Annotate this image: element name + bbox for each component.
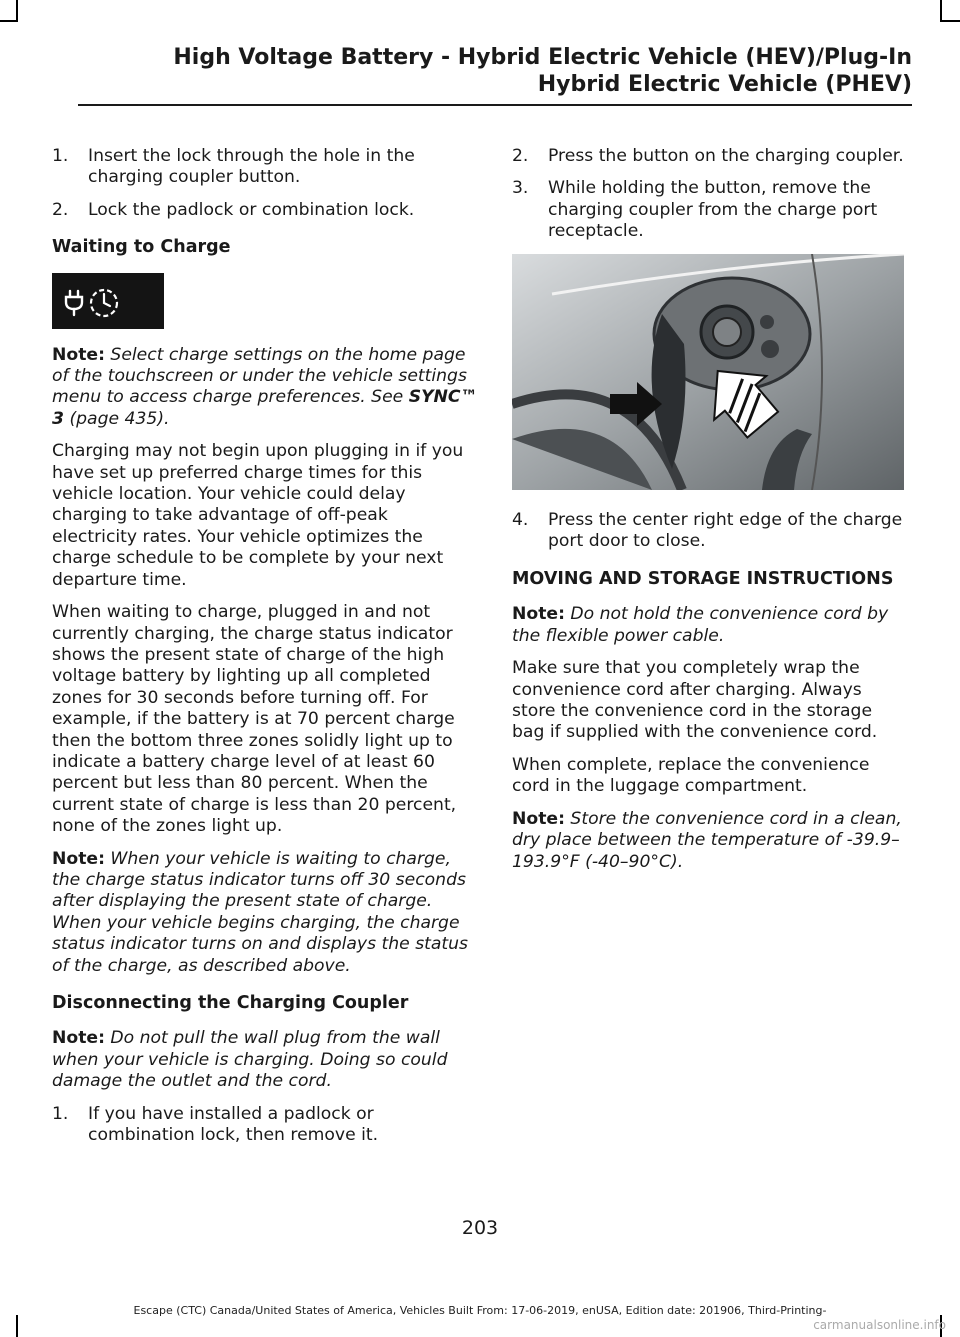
charge-port-illustration [512, 254, 904, 490]
left-column [52, 146, 478, 1157]
step-number: 4. [512, 509, 529, 530]
note-text: Select charge settings on the home page of the touchscreen or under the vehicle settings menu to access charge preferences. See [52, 344, 467, 408]
section-heading-disconnect: Disconnecting the Charging Coupler [52, 993, 409, 1013]
step-text: Lock the padlock or combination lock. [88, 199, 415, 220]
list-item [512, 178, 908, 242]
watermark: carmanualsonline.info [813, 1318, 946, 1332]
note-label: Note: [512, 604, 565, 625]
list-item [512, 510, 908, 553]
step-text: Press the center right edge of the charge port door to close. [548, 509, 903, 552]
page-header [60, 44, 912, 98]
step-text: Insert the lock through the hole in the charging coupler button. [88, 146, 415, 188]
note-text: Do not pull the wall plug from the wall when your vehicle is charging. Doing so could damage the outlet and the cord. [52, 1028, 448, 1092]
step-number: 1. [52, 1103, 69, 1124]
note-paragraph [52, 849, 478, 977]
list-item [512, 146, 908, 167]
step-text: While holding the button, remove the charging coupler from the charge port receptacle. [548, 178, 878, 242]
right-column [512, 146, 908, 884]
section-heading-waiting: Waiting to Charge [52, 237, 231, 258]
crop-mark [942, 20, 960, 22]
note-text: Do not hold the convenience cord by the flexible power cable. [512, 604, 889, 646]
body-paragraph: Charging may not begin upon plugging in if you have set up preferred charge times for this vehicle location. Your vehicle could delay charging to take advantage of off-peak electricity rates. Your vehicle optimizes the charge schedule to be complete by your next departure time. [52, 441, 464, 590]
crop-mark [16, 1315, 18, 1337]
note-text: When your vehicle is waiting to charge, the charge status indicator turns off 30 seconds after displaying the present state of charge. When your vehicle begins charging, the charge status indicator turns on and displays the status of the charge, as described above. [52, 848, 469, 976]
body-paragraph: When waiting to charge, plugged in and not currently charging, the charge status indicator shows the present state of charge of the high voltage battery by lighting up all completed zones for 30 seconds before turning off. For example, if the battery is at 70 percent charge then the bottom three zones solidly light up to indicate a battery charge level of at least 60 percent but less than 80 percent. When the current state of charge is less than 20 percent, none of the zones light up. [52, 602, 457, 837]
list-item [52, 146, 478, 189]
crop-mark [940, 0, 942, 22]
page-number: 203 [461, 1217, 499, 1239]
header-title-line1: High Voltage Battery - Hybrid Electric Vehicle (HEV)/Plug-In [173, 45, 912, 70]
note-label: Note: [52, 344, 105, 365]
header-title-line2: Hybrid Electric Vehicle (PHEV) [537, 72, 912, 97]
section-heading-moving: MOVING AND STORAGE INSTRUCTIONS [512, 569, 894, 590]
note-label: Note: [512, 808, 565, 829]
body-paragraph: Make sure that you completely wrap the convenience cord after charging. Always store the convenience cord in the storage bag if supplied with the convenience cord. [512, 658, 878, 743]
step-number: 1. [52, 146, 69, 166]
list-item [52, 200, 478, 221]
step-text: Press the button on the charging coupler. [548, 146, 904, 166]
note-label: Note: [52, 848, 105, 869]
body-paragraph: When complete, replace the convenience cord in the luggage compartment. [512, 754, 870, 797]
note-paragraph [512, 604, 908, 647]
plug-clock-icon [52, 273, 164, 329]
step-number: 2. [512, 146, 529, 166]
step-number: 3. [512, 178, 529, 199]
note-paragraph [52, 345, 478, 431]
note-label: Note: [52, 1028, 105, 1049]
note-text: Store the convenience cord in a clean, dry place between the temperature of -39.9–193.9°F (-40–90°C). [512, 808, 902, 872]
step-number: 2. [52, 199, 69, 220]
note-paragraph [52, 1028, 478, 1092]
page-reference: (page 435). [69, 408, 170, 429]
crop-mark [16, 0, 18, 22]
page-footer: Escape (CTC) Canada/United States of America, Vehicles Built From: 17-06-2019, enUSA, Edition date: 201906, Third-Printing- [133, 1304, 827, 1317]
note-paragraph [512, 809, 908, 873]
crop-mark [0, 20, 16, 22]
step-text: If you have installed a padlock or combination lock, then remove it. [88, 1103, 379, 1146]
list-item [52, 1104, 478, 1147]
cross-reference-link[interactable]: SYNC™ 3 [52, 387, 478, 429]
header-divider [78, 104, 912, 106]
